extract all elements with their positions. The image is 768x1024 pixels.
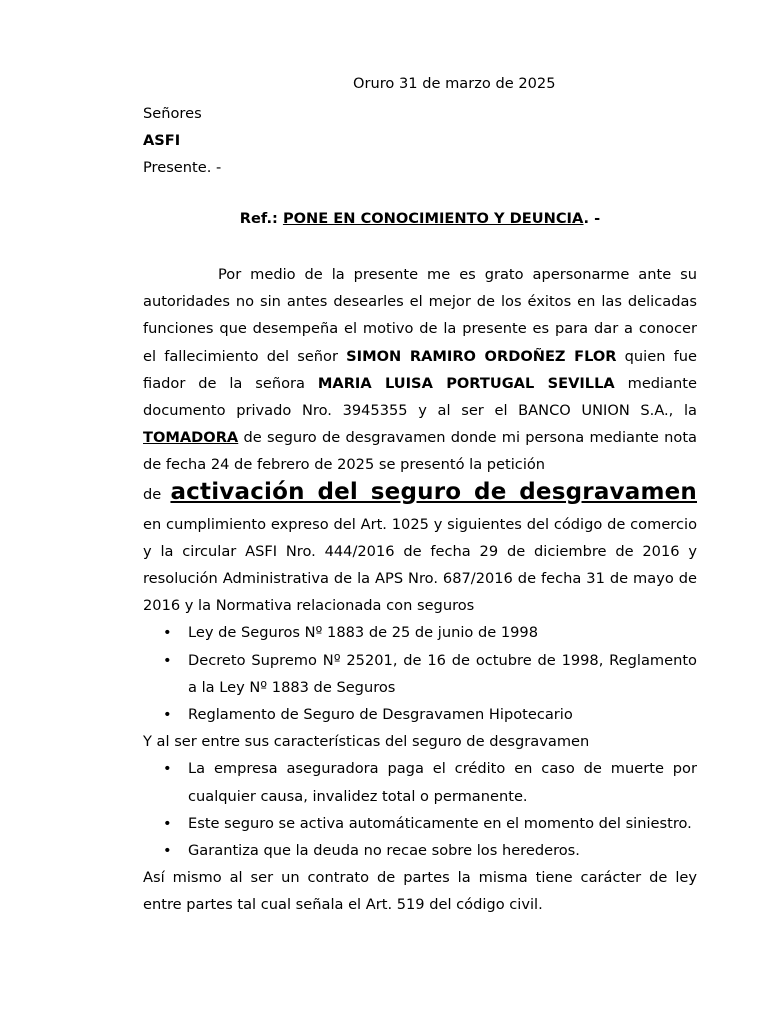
deceased-name: SIMON RAMIRO ORDOÑEZ FLOR: [346, 347, 617, 365]
law-item: • Decreto Supremo Nº 25201, de 16 de octubre de 1998, Reglamento a la Ley Nº 1883 de Seguros: [143, 647, 697, 701]
addressee-salutation: Señores: [143, 105, 202, 122]
paragraph-activation-pre: de: [143, 485, 171, 503]
characteristic-item: • Este seguro se activa automáticamente en el momento del siniestro.: [143, 810, 697, 837]
law-item: • Reglamento de Seguro de Desgravamen Hipotecario: [143, 701, 697, 728]
laws-list: [143, 619, 697, 728]
addressee-block: [143, 100, 221, 181]
characteristic-item: • Garantiza que la deuda no recae sobre los herederos.: [143, 837, 697, 864]
activation-highlight: activación del seguro de desgravamen: [170, 478, 697, 505]
reference-subject: PONE EN CONOCIMIENTO Y DEUNCIA: [282, 210, 584, 227]
reference-suffix: . -: [583, 210, 601, 227]
paragraph-intro-text-4: de seguro de desgravamen donde mi persona mediante nota de fecha 24 de febrero de 2025 se presentó la petición: [143, 429, 697, 474]
addressee-entity: ASFI: [143, 132, 181, 149]
reference-prefix: Ref.:: [239, 210, 278, 227]
date-line: Oruro 31 de marzo de 2025: [353, 75, 556, 92]
law-item: • Ley de Seguros Nº 1883 de 25 de junio de 1998: [143, 619, 697, 646]
paragraph-intro: [143, 261, 697, 479]
paragraph-intro-text-2: quien fue fiador de la señora: [143, 347, 697, 392]
characteristics-list: [143, 755, 697, 864]
paragraph-intro-text-3: mediante documento privado Nro. 3945355 y al ser el BANCO UNION S.A., la: [143, 374, 698, 420]
debtor-name: MARIA LUISA PORTUGAL SEVILLA: [317, 374, 615, 392]
letter-body: [143, 261, 697, 919]
paragraph-activation: [143, 479, 697, 620]
reference-line: [143, 209, 697, 229]
characteristics-intro: Y al ser entre sus características del seguro de desgravamen: [143, 733, 590, 751]
paragraph-activation-post: en cumplimiento expreso del Art. 1025 y siguientes del código de comercio y la circular ASFI Nro. 444/2016 de fecha 29 de diciembre de 2016 y resolución Administrativa de la APS Nro. 687/2016 de fecha 31 de mayo de 2016 y la Normativa relacionada con seguros: [143, 515, 697, 615]
closing-paragraph: Así mismo al ser un contrato de partes la misma tiene carácter de ley entre partes tal cual señala el Art. 519 del código civil.: [143, 869, 697, 914]
characteristic-item: • La empresa aseguradora paga el crédito en caso de muerte por cualquier causa, invalidez total o permanente.: [143, 755, 697, 809]
tomadora-label: TOMADORA: [143, 429, 239, 447]
paragraph-intro-text-1: Por medio de la presente me es grato apersonarme ante su autoridades no sin antes desearles el mejor de los éxitos en las delicadas funciones que desempeña el motivo de la presente es para dar a conocer el fallecimiento del señor: [143, 266, 697, 365]
addressee-presente: Presente. -: [143, 159, 222, 176]
